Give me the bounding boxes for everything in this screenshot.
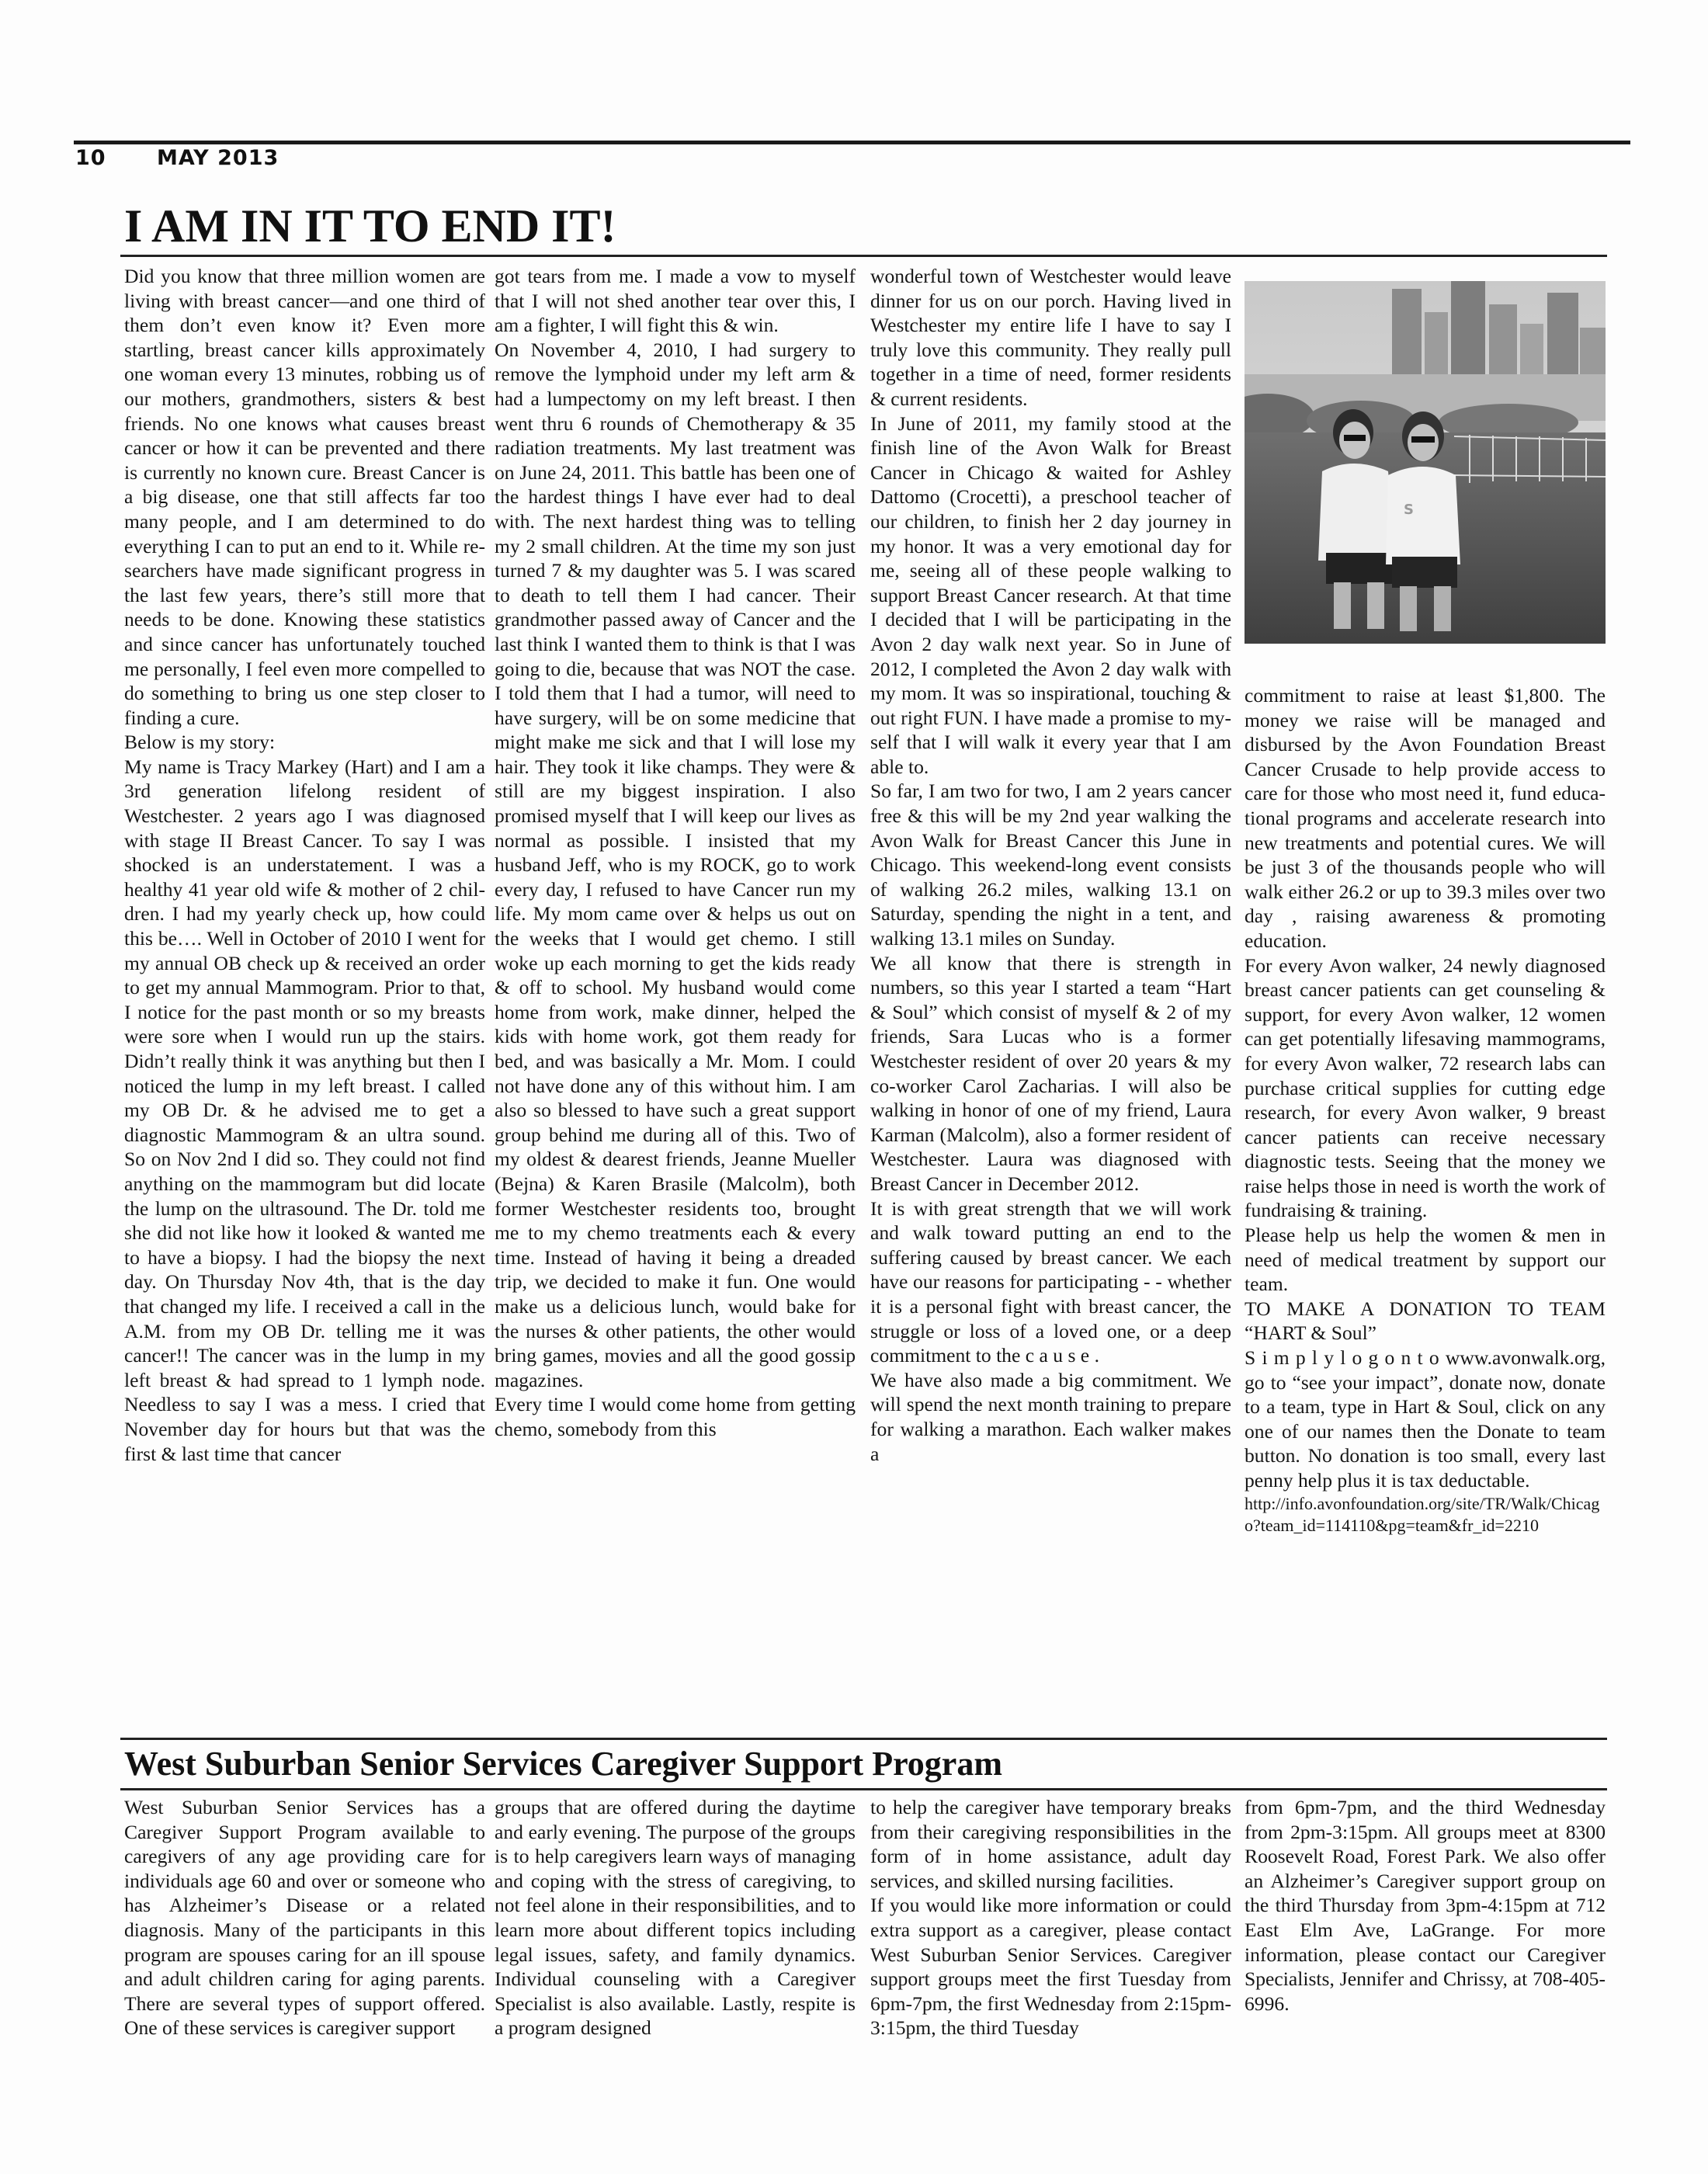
article-column-4 (1245, 683, 1606, 1731)
article-headline: I AM IN IT TO END IT! (124, 200, 616, 252)
paragraph: West Suburban Senior Services has a Caregiver Support Program available to caregivers of any age providing care for individuals age 60 and over or someone who has Alzheimer’s Disease or a related diagnosis. Many of the participants in this program are spouses caring for an ill spouse and adult children caring for aging parents. There are several types of support offered. One of these services is caregiver support (124, 1796, 485, 2040)
article2-column-4 (1245, 1795, 1606, 2113)
paragraph: commitment to raise at least $1,800. The money we raise will be managed and disbursed by the Avon Foundation Breast Cancer Crusade to help provide access to care for those who most need it, fund educational programs and accelerate research into new treatments and potential cures. We will be just 3 of the thousands people who will walk either 26.2 or up to 39.3 miles over two day , raising awareness & promoting education. (1245, 684, 1606, 952)
paragraph: My name is Tracy Markey (Hart) and I am a 3rd generation lifelong resident of Westchester. 2 years ago I was diagnosed with stage II Breast Cancer. To say I was shocked is an understatement. I was a healthy 41 year old wife & mother of 2 children. I had my yearly check up, how could this be…. Well in October of 2010 I went for my annual OB check up & received an order to get my annual Mammogram. Prior to that, I notice for the past month or so my breasts were sore when I would run up the stairs. Didn’t really think it was anything but then I noticed the lump in my left breast. I called my OB Dr. & he advised me to get a diagnostic Mammogram & an ultra sound. So on Nov 2nd I did so. They could not find anything on the mammogram but did locate the lump on the ultrasound. The Dr. told me she did not like how it looked & wanted me to have a biopsy. I had the biopsy the next day. On Thursday Nov 4th, that is the day that changed my life. I received a call in the A.M. from my OB Dr. telling me it was cancer!! The cancer was in the lump in my left breast & had spread to 1 lymph node. Needless to say I was a mess. I cried that November day for hours but that was the first & last time that cancer (124, 755, 485, 1465)
headline-rule (120, 255, 1607, 257)
paragraph: Below is my story: (124, 731, 276, 754)
donation-link: http://info.avonfoundation.org/site/TR/Walk/Chicago?team_id=114110&pg=team&fr_id=2210 (1245, 1493, 1600, 1535)
avon-walk-photo (1245, 281, 1606, 644)
section-rule (120, 1738, 1607, 1740)
paragraph: Every time I would come home from getting chemo, somebody from this (495, 1393, 856, 1440)
article-column-2 (495, 264, 856, 1731)
issue-date: MAY 2013 (157, 146, 279, 170)
article2-column-2 (495, 1795, 856, 2113)
paragraph: got tears from me. I made a vow to myself that I will not shed another tear over this, I am a fighter, I will fight this & win. (495, 265, 856, 337)
header-rule (74, 141, 1630, 144)
article2-column-3 (870, 1795, 1231, 2113)
paragraph: S i m p l y l o g o n t o www.avonwalk.org, go to “see your impact”, donate now, donate to a team, type in Hart & Soul, click on any one of our names then the Donate to team button. No donation is too small, every last penny help plus it is tax deductable. (1245, 1346, 1606, 1492)
article2-column-1 (124, 1795, 485, 2113)
paragraph: from 6pm-7pm, and the third Wednesday from 2pm-3:15pm. All groups meet at 8300 Roosevelt Road, Forest Park. We also offer an Alzheimer’s Caregiver support group on the third Thursday from 3pm-4:15pm at 712 East Elm Ave, LaGrange. For more information, please contact our Caregiver Specialists, Jennifer and Chrissy, at 708-405-6996. (1245, 1796, 1606, 2015)
paragraph: In June of 2011, my family stood at the finish line of the Avon Walk for Breast Cancer in Chicago & waited for Ashley Dattomo (Crocetti), a preschool teacher of our children, to finish her 2 day journey in my honor. It was a very emotional day for me, seeing all of these people walking to support Breast Cancer research. At that time I decided that I will be participating in the Avon 2 day walk next year. So in June of 2012, I completed the Avon 2 day walk with my mom. It was so inspirational, touching & out right FUN. I have made a promise to myself that I will walk it every year that I am able to. (870, 412, 1231, 778)
paragraph: groups that are offered during the daytime and early evening. The purpose of the groups is to help caregivers learn ways of managing and coping with the stress of caregiving, to not feel alone in their responsibilities, and to learn more about different topics including legal issues, safety, and family dynamics. Individual counseling with a Caregiver Specialist is also available. Lastly, respite is a program designed (495, 1796, 856, 2040)
page-number: 10 (75, 146, 106, 170)
paragraph: On November 4, 2010, I had surgery to remove the lymphoid under my left arm & had a lumpectomy on my left breast. I then went thru 6 rounds of Chemotherapy & 35 radiation treatments. My last treatment was on June 24, 2011. This battle has been one of the hardest things I have ever had to deal with. The next hardest thing was to telling my 2 small children. At the time my son just turned 7 & my daughter was 5. I was scared to death to tell them I had cancer. Their grandmother passed away of Cancer and the last think I wanted them to think is that I was going to die, because that was NOT the case. I told them that I had a tumor, will need to have surgery, will be on some medicine that might make me sick and that I will lose my hair. They took it like champs. They were & still are my biggest inspiration. I also promised myself that I will keep our lives as normal as possible. I insisted that my husband Jeff, who is my ROCK, go to work every day, I refused to have Cancer run my life. My mom came over & helps us out on the weeks that I would get chemo. I still woke up each morning to get the kids ready & off to school. My husband would come home from work, make dinner, helped the kids with home work, got them ready for bed, and was basically a Mr. Mom. I could not have done any of this without him. I am also so blessed to have such a great support group behind me during all of this. Two of my oldest & dearest friends, Jeanne Mueller (Bejna) & Karen Brasile (Malcolm), both former Westchester residents too, brought me to my chemo treatments each & every time. Instead of having it being a dreaded trip, we decided to make it fun. One would make us a delicious lunch, would bake for the nurses & other patients, the other would bring games, movies and all the good gossip magazines. (495, 338, 856, 1391)
paragraph: We all know that there is strength in numbers, so this year I started a team “Hart & Soul” which consist of myself & 2 of my friends, Sara Lucas who is a former Westchester resident of over 20 years & my co-worker Carol Zacharias. I will also be walking in honor of one of my friend, Laura Karman (Malcolm), also a former resident of Westchester. Laura was diagnosed with Breast Cancer in December 2012. (870, 951, 1231, 1195)
article2-headline: West Suburban Senior Services Caregiver Support Program (124, 1745, 1002, 1783)
paragraph: It is with great strength that we will work and walk toward putting an end to the suffering caused by breast cancer. We each have our reasons for participating - - whether it is a personal fight with breast cancer, the struggle or loss of a loved one, or a deep commitment to the c a u s e . (870, 1196, 1231, 1367)
paragraph: Please help us help the women & men in need of medical treatment by support our team. (1245, 1224, 1606, 1296)
article-column-3 (870, 264, 1231, 1731)
paragraph: For every Avon walker, 24 newly diagnosed breast cancer patients can get counseling & support, for every Avon walker, 12 women can get potentially lifesaving mammograms, for every Avon walker, 72 research labs can purchase critical supplies for cutting edge research, for every Avon walker, 9 breast cancer patients can receive necessary diagnostic tests. Seeing that the money we raise helps those in need is worth the work of fundraising & training. (1245, 953, 1606, 1222)
paragraph: wonderful town of Westchester would leave dinner for us on our porch. Having lived in Westchester my entire life I have to say I truly love this community. They really pull together in a time of need, former residents & current residents. (870, 265, 1231, 410)
paragraph: Did you know that three million women are living with breast cancer—and one third of them don’t even know it? Even more startling, breast cancer kills approximately one woman every 13 minutes, robbing us of our mothers, grandmothers, sisters & best friends. No one knows what causes breast cancer or how it can be prevented and there is currently no known cure. Breast Cancer is a big disease, one that still affects far too many people, and I am determined to do everything I can to put an end to it. While researchers have made significant progress in the last few years, there’s still more that needs to be done. Knowing these statistics and since cancer has unfortunately touched me personally, I feel even more compelled to do something to bring us one step closer to finding a cure. (124, 265, 485, 729)
paragraph: We have also made a big commitment. We will spend the next month training to prepare for walking a marathon. Each walker makes a (870, 1368, 1231, 1465)
paragraph: to help the caregiver have temporary breaks from their caregiving responsibilities in the form of in home assistance, adult day services, and skilled nursing facilities. (870, 1796, 1231, 1892)
photo-illustration (1245, 281, 1606, 644)
paragraph: If you would like more information or could extra support as a caregiver, please contact West Suburban Senior Services. Caregiver support groups meet the first Tuesday from 6pm-7pm, the first Wednesday from 2:15pm-3:15pm, the third Tuesday (870, 1894, 1231, 2040)
svg-text:S: S (1404, 502, 1414, 518)
article2-headline-rule (120, 1788, 1607, 1790)
paragraph: TO MAKE A DONATION TO TEAM “HART & Soul” (1245, 1297, 1606, 1345)
article-column-1 (124, 264, 485, 1731)
paragraph: So far, I am two for two, I am 2 years cancer free & this will be my 2nd year walking the Avon Walk for Breast Cancer this June in Chicago. This weekend-long event consists of walking 26.2 miles, walking 13.1 on Saturday, spending the night in a tent, and walking 13.1 miles on Sunday. (870, 780, 1231, 950)
